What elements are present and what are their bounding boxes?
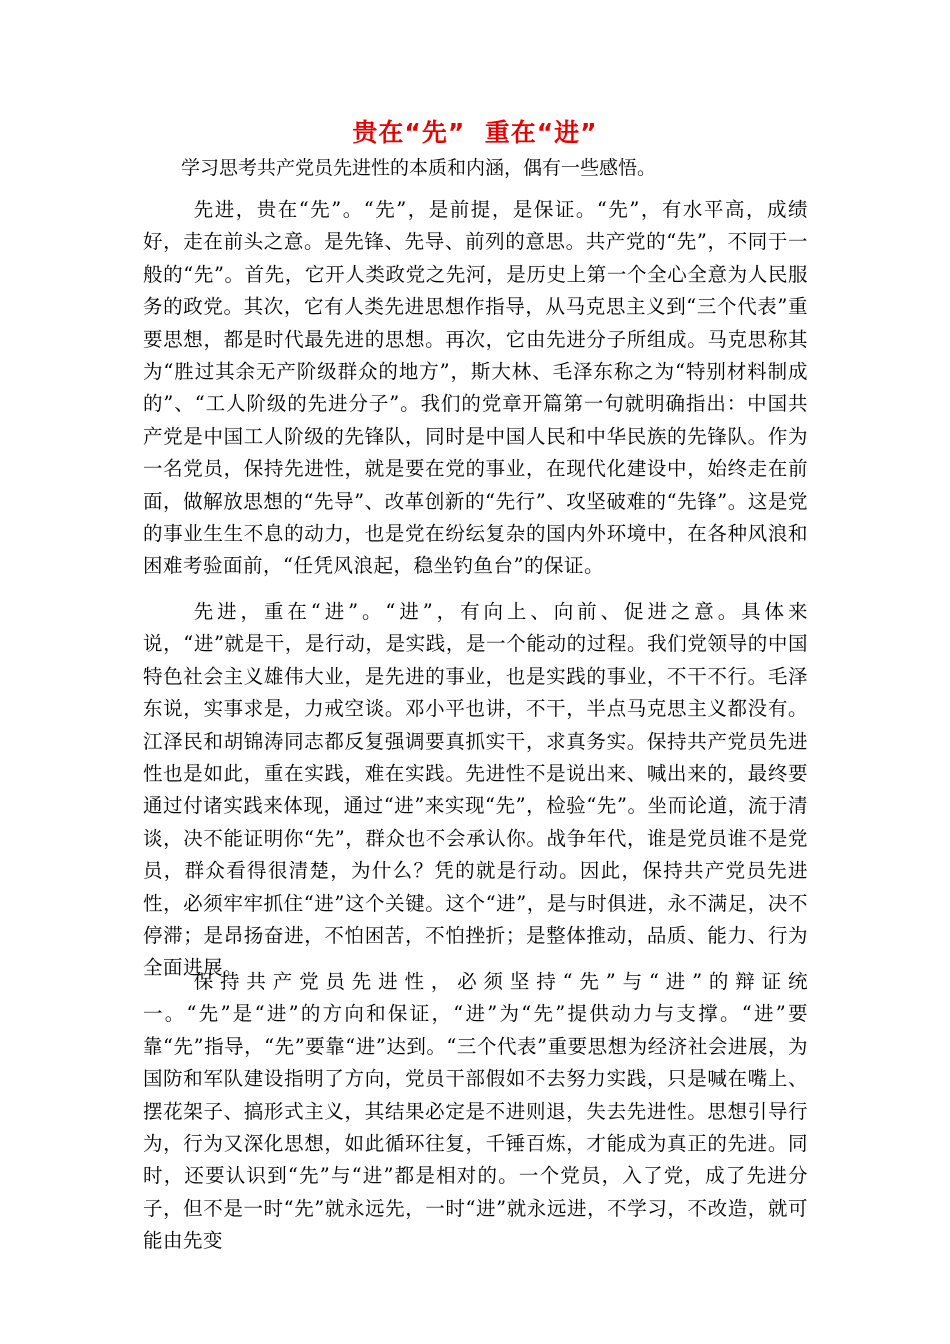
document-title: 贵在“先” 重在“进” <box>352 118 598 147</box>
paragraph-3: 保持共产党员先进性，必须坚持“先”与“进”的辩证统一。“先”是“进”的方向和保证，“进”为“先”提供动力与支撑。“进”要靠“先”指导，“先”要靠“进”达到。“三个代表”重要思想为经济社会进展，为国防和军队建设指明了方向，党员干部假如不去努力实践，只是喊在嘴上、摆花架子、搞形式主义，其结果必定是不进则退，失去先进性。思想引导行为，行为又深化思想，如此循环往复，千锤百炼，才能成为真正的先进。同时，还要认识到“先”与“进”都是相对的。一个党员，入了党，成了先进分子，但不是一时“先”就永远先，一时“进”就永远进，不学习，不改造，就可能由先变 <box>143 970 808 1253</box>
intro-line: 学习思考共产党员先进性的本质和内涵，偶有一些感悟。 <box>181 157 657 179</box>
paragraph-2: 先进，重在“进”。“进”，有向上、向前、促进之意。具体来说，“进”就是干，是行动，是实践，是一个能动的过程。我们党领导的中国特色社会主义雄伟大业，是先进的事业，也是实践的事业，不干不行。毛泽东说，实事求是，力戒空谈。邓小平也讲，不干，半点马克思主义都没有。江泽民和胡锦涛同志都反复强调要真抓实干，求真务实。保持共产党员先进性也是如此，重在实践，难在实践。先进性不是说出来、喊出来的，最终要通过付诸实践来体现，通过“进”来实现“先”，检验“先”。坐而论道，流于清谈，决不能证明你“先”，群众也不会承认你。战争年代，谁是党员谁不是党员，群众看得很清楚，为什么？凭的就是行动。因此，保持共产党员先进性，必须牢牢抓住“进”这个关键。这个“进”，是与时俱进，永不满足，决不停滞；是昂扬奋进，不怕困苦，不怕挫折；是整体推动，品质、能力、行为全面进展。 <box>143 600 808 980</box>
paragraph-1: 先进，贵在“先”。“先”，是前提，是保证。“先”，有水平高，成绩好，走在前头之意。是先锋、先导、前列的意思。共产党的“先”，不同于一般的“先”。首先，它开人类政党之先河，是历史上第一个全心全意为人民服务的政党。其次，它有人类先进思想作指导，从马克思主义到“三个代表”重要思想，都是时代最先进的思想。再次，它由先进分子所组成。马克思称其为“胜过其余无产阶级群众的地方”，斯大林、毛泽东称之为“特别材料制成的”、“工人阶级的先进分子”。我们的党章开篇第一句就明确指出：中国共产党是中国工人阶级的先锋队，同时是中国人民和中华民族的先锋队。作为一名党员，保持先进性，就是要在党的事业，在现代化建设中，始终走在前面，做解放思想的“先导”、改革创新的“先行”、攻坚破难的“先锋”。这是党的事业生生不息的动力，也是党在纷纭复杂的国内外环境中，在各种风浪和困难考验面前，“任凭风浪起，稳坐钓鱼台”的保证。 <box>143 198 808 578</box>
